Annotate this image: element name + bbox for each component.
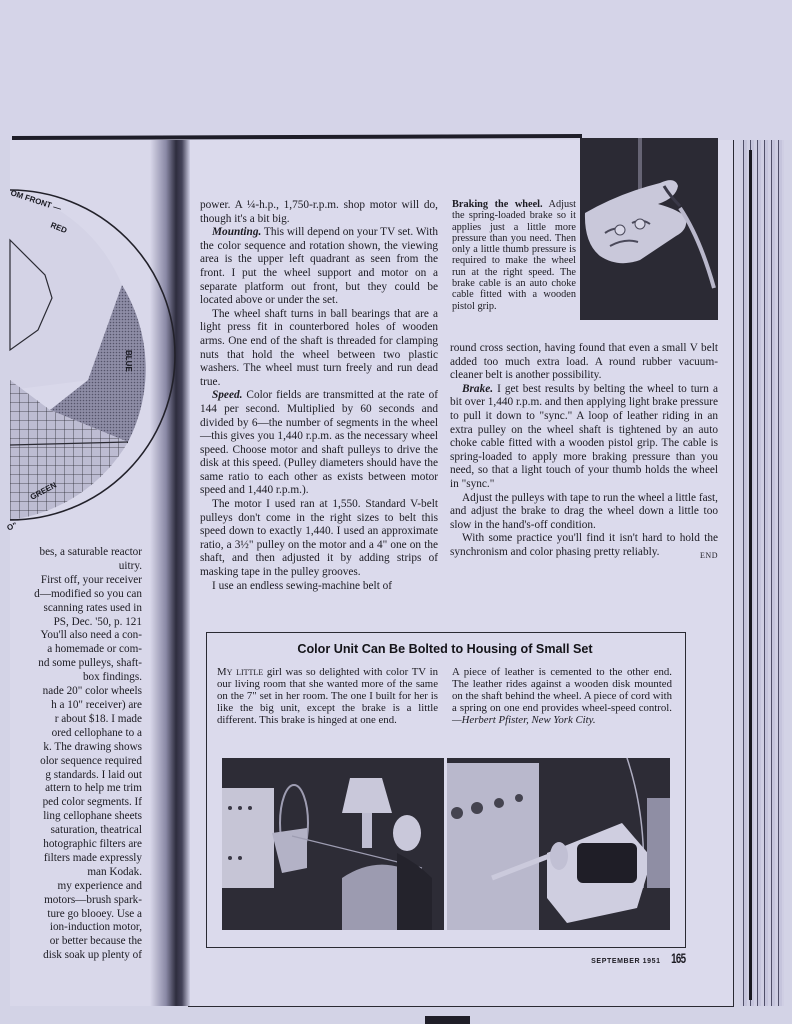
- sidebar-col2-text: A piece of leather is cemented to the other end. The leather rides against a wooden disk mounted on the shaft behind the wheel. A piece of cord with a spring on one end provides wheel-speed control.: [452, 666, 672, 715]
- left-page-line: scanning rates used in: [43, 601, 142, 614]
- left-page-line: attern to help me trim: [45, 782, 142, 795]
- end-mark: END: [700, 550, 718, 560]
- page-number: 165: [670, 950, 685, 966]
- sidebar-column-2: [452, 666, 672, 726]
- left-page-line: olor sequence required: [40, 754, 142, 767]
- caption-text: Adjust the spring-loaded brake so it applies just a little more pressure than you need. Then only a little thumb pressure is required to make the wheel run at the right speed. The brake cable is an auto choke cable fitted with a wooden pistol grip.: [452, 199, 576, 312]
- left-page-line: You'll also need a con-: [40, 629, 142, 642]
- left-page-line: First off, your receiver: [40, 573, 142, 586]
- article-paragraph: [450, 532, 718, 559]
- color-wheel-diagram: [5, 150, 150, 535]
- article-paragraph: [200, 389, 438, 498]
- left-page-line: filters made expressly: [43, 851, 142, 864]
- paragraph-text: With some practice you'll find it isn't hard to hold the synchronism and color phasing pretty reliably.: [450, 532, 718, 558]
- page-stack-edge: [740, 140, 784, 1006]
- page-footer: [560, 950, 685, 968]
- left-page-line: k. The drawing shows: [43, 740, 142, 753]
- article-paragraph: [450, 342, 718, 383]
- article-paragraph: [450, 383, 718, 492]
- run-in-heading: Mounting.: [212, 226, 262, 239]
- paragraph-text: round cross section, having found that even a small V belt added too much extra load. A round rubber vacuum-cleaner belt is another possibility.: [450, 342, 718, 382]
- scanner-mark: [425, 1016, 470, 1024]
- left-page-line: my experience and: [57, 879, 142, 892]
- paragraph-text: This will depend on your TV set. With the color sequence and rotation shown, the viewing area is the upper left quadrant as seen from the front. I put the wheel support and motor on a separate platform out front, but they could be located above or under the set.: [200, 226, 438, 307]
- sidebar-signature: —Herbert Pfister, New York City.: [452, 714, 596, 727]
- photo-color-unit-closeup: [447, 758, 670, 930]
- caption-lead: Braking the wheel.: [452, 199, 543, 210]
- left-page-line: ored cellophane to a: [51, 726, 142, 739]
- left-page-line: g standards. I laid out: [45, 768, 142, 781]
- left-page-line: nade 20" color wheels: [42, 685, 142, 698]
- paragraph-text: Adjust the pulleys with tape to run the wheel a little fast, and adjust the brake to drag the wheel down a little too slow in the hand's-off condition.: [450, 491, 719, 531]
- article-paragraph: [450, 492, 718, 533]
- sidebar-title: Color Unit Can Be Bolted to Housing of Small Set: [297, 642, 593, 656]
- photo-girl-with-tv: [222, 758, 444, 930]
- page-stack-line: [749, 150, 752, 1000]
- left-page-line: d—modified so you can: [34, 587, 142, 600]
- article-paragraph: [200, 226, 438, 308]
- article-column-2: [450, 342, 718, 563]
- left-page-line: hotographic filters are: [43, 838, 142, 851]
- paragraph-text: Color fields are transmitted at the rate of 144 per second. Multiplied by 60 seconds and divided by 6—the number of segments in the wheel—this gives you 1,440 r.p.m. as the necessary wheel speed. Choose motor and shaft pulleys to drive the disk at this speed. (Pulley diameters should have the same ratio to each other as exists between motor speed and 1,440 r.p.m.).: [200, 389, 438, 497]
- left-page-line: a homemade or com-: [47, 643, 142, 656]
- left-page-text: [10, 546, 142, 963]
- paragraph-text: I use an endless sewing-machine belt of: [212, 579, 393, 592]
- left-page-line: ped color segments. If: [42, 796, 142, 809]
- left-page-line: box findings.: [82, 671, 142, 684]
- photo-brake-hand: [580, 138, 718, 320]
- diagram-label-green: GREEN: [28, 480, 59, 502]
- page-gutter-shadow: [150, 140, 190, 1006]
- photo-caption: [452, 199, 576, 312]
- diagram-label-front: OM FRONT —: [9, 188, 63, 214]
- left-page-line: nd some pulleys, shaft-: [38, 657, 142, 670]
- left-page-line: bes, a saturable reactor: [39, 546, 142, 558]
- diagram-label-angle: O": [5, 520, 19, 533]
- article-paragraph: [200, 199, 438, 226]
- left-page-line: motors—brush spark-: [44, 893, 142, 906]
- left-page-line: ion-induction motor,: [49, 921, 142, 934]
- left-page-line: uitry.: [118, 559, 142, 572]
- left-page-line: ture go blooey. Use a: [47, 907, 142, 920]
- article-paragraph: [200, 308, 438, 390]
- article-paragraph: [200, 580, 438, 594]
- paragraph-text: power. A ¼-h.p., 1,750-r.p.m. shop motor will do, though it's a bit big.: [200, 199, 438, 225]
- left-page-line: saturation, theatrical: [50, 824, 142, 837]
- sidebar-column-1: [217, 666, 438, 726]
- run-in-heading: Speed.: [212, 389, 243, 402]
- paragraph-text: The wheel shaft turns in ball bearings that are a light press fit in counterbored holes of wooden arms. One end of the shaft is threaded for clamping nuts that hold the wheel between two plastic washers. The wheel must turn freely and run dead true.: [200, 307, 438, 388]
- left-page-line: disk soak up plenty of: [43, 949, 142, 962]
- paragraph-text: The motor I used ran at 1,550. Standard V-belt pulleys don't come in the right sizes to belt this speed down to exactly 1,440. I used an approximate ratio, a 3½" pulley on the motor and a 4" one on the shaft, and then adjusted it by adding strips of masking tape in the pulley grooves.: [200, 498, 438, 579]
- article-paragraph: [200, 498, 438, 580]
- sidebar-dropcap-words: My little: [217, 666, 264, 678]
- sidebar-col1-text: girl was so delighted with color TV in our living room that she wanted more of the same on the 7" set in her room. The one I built for her is like the big unit, except the brake is a little different. This brake is hinged at one end.: [217, 666, 438, 727]
- left-page-line: h a 10" receiver) are: [51, 698, 142, 711]
- paragraph-text: I get best results by belting the wheel to turn a bit over 1,440 r.p.m. and then applying light brake pressure to pull it down to "sync." A loop of leather riding in an extra pulley on the wheel shaft is tightened by an auto choke cable fitted with a wooden pistol grip. The cable is spring-loaded to apply more braking pressure than you need, so that a light touch of your thumb holds the wheel in "sync.": [450, 382, 718, 490]
- left-page-line: PS, Dec. '50, p. 121: [53, 615, 142, 628]
- article-column-1: [200, 199, 438, 593]
- left-page-line: ling cellophane sheets: [43, 810, 142, 823]
- diagram-label-red: RED: [49, 220, 69, 236]
- left-page-line: r about $18. I made: [54, 712, 142, 725]
- diagram-label-blue: BLUE: [124, 350, 133, 372]
- run-in-heading: Brake.: [462, 382, 494, 395]
- left-page-line: or better because the: [49, 935, 142, 948]
- footer-date: SEPTEMBER 1951: [591, 958, 661, 965]
- left-page-line: man Kodak.: [87, 865, 142, 878]
- background: [0, 0, 792, 140]
